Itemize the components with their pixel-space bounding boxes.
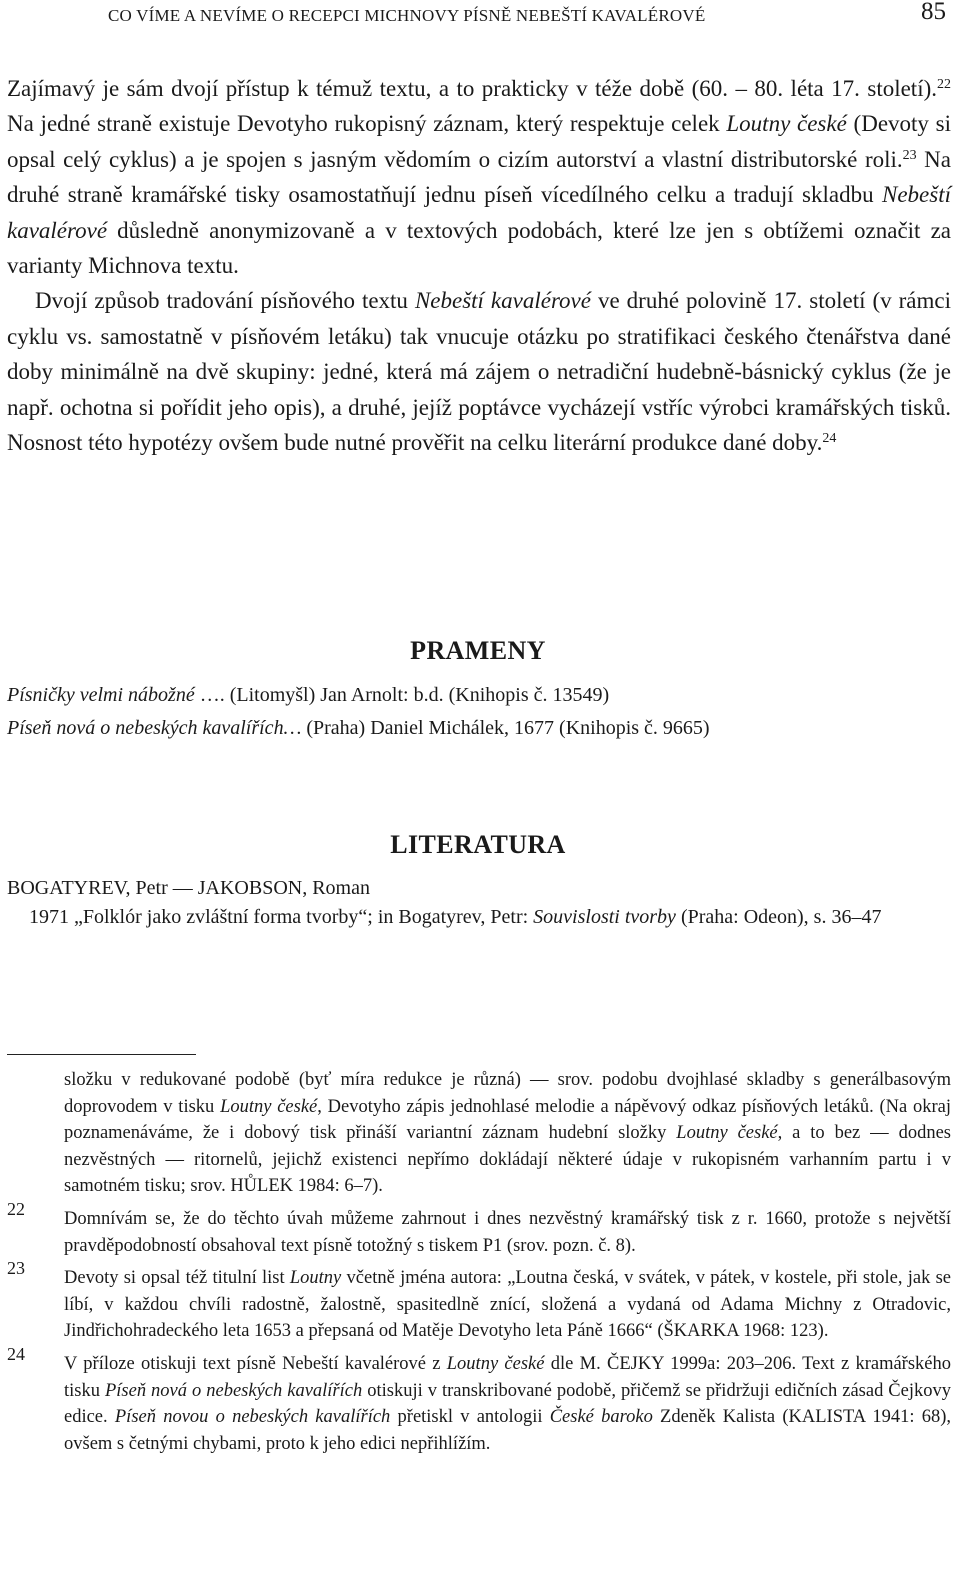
footnote-number: 22: [7, 1198, 25, 1219]
bib-author: BOGATYREV, Petr — JAKOBSON, Roman: [7, 877, 370, 899]
text-run: dle M. ČEJKY 1999a: 203–206. Text z kramářského tisku: [64, 1353, 951, 1401]
source-details: (Praha) Daniel Michálek, 1677 (Knihopis č. 9665): [301, 717, 710, 739]
text-run: důsledně anonymizovaně a v textových podobách, které lze jen s obtížemi označit za varianty Michnova textu.: [7, 217, 951, 279]
text-run: Zdeněk Kalista (KALISTA 1941: 68), ovšem s četnými chybami, proto k jeho edici nepřihlížím.: [64, 1407, 952, 1454]
source-item: [7, 679, 951, 712]
italic-title: Píseň novou o nebeských kavalířích: [114, 1407, 391, 1428]
bibliography: [7, 874, 951, 932]
italic-title: Píseň nová o nebeských kavalířích: [104, 1380, 363, 1401]
heading-prameny: PRAMENY: [410, 635, 546, 665]
text-run: (Praha: Odeon), s. 36–47: [675, 906, 882, 928]
italic-title: Loutny české: [446, 1353, 545, 1374]
text-run: ve druhé polovině 17. století (v rámci cyklu vs. samostatně v písňovém letáku) tak vnucuje otázku po stratifikaci českého čtenářstva dané doby minimálně na dvě skupiny: jedné, která má zájem o netradiční hudebně-básnický cyklus (že je např. ochotna si pořídit jeho opis), a druhé, jejíž poptávce vycházejí vstříc výrobci kramářských tisků. Nosnost této hypotézy ovšem bude nutné prověřit na celku literární produkce dané doby.: [7, 288, 951, 456]
heading-literatura: LITERATURA: [390, 829, 566, 859]
running-head: [0, 0, 960, 40]
text-run: 1971 „Folklór jako zvláštní forma tvorby“; in Bogatyrev, Petr:: [29, 906, 534, 928]
italic-title: Nebeští kavalérové: [414, 288, 591, 314]
text-run: Devoty si opsal též titulní list: [64, 1268, 290, 1289]
italic-title: Nebeští kavalérové: [7, 182, 951, 243]
text-run: složku v redukované podobě (byť míra redukce je různá) — srov. podobu dvojhlasé skladby s generálbasovým doprovodem v tisku: [64, 1070, 951, 1117]
footnote-divider: [7, 1054, 196, 1055]
footnote-23: [7, 1258, 951, 1345]
text-run: V příloze otiskuji text písně Nebeští kavalérové z: [64, 1353, 447, 1374]
source-details: …. (Litomyšl) Jan Arnolt: b.d. (Knihopis č. 13549): [194, 684, 610, 706]
footnote-continued: [7, 1067, 951, 1200]
italic-title: České baroko: [549, 1407, 653, 1428]
footnote-22: [7, 1198, 951, 1259]
running-title: CO VÍME A NEVÍME O RECEPCI MICHNOVY PÍSNĚ NEBEŠTÍ KAVALÉROVÉ: [108, 6, 706, 25]
sources-list: [7, 679, 951, 745]
footnote-ref-24[interactable]: 24: [822, 431, 837, 447]
source-title: Píseň nová o nebeských kavalířích…: [7, 717, 302, 739]
text-run: přetiskl v antologii: [390, 1407, 550, 1428]
text-run: (Devoty si opsal celý cyklus) a je spojen s jasným vědomím o cizím autorství a vlastní distributorské roli.: [7, 111, 951, 172]
bib-entry: [29, 903, 951, 932]
footnote-number: 23: [7, 1258, 25, 1279]
footnote-24: [7, 1343, 952, 1457]
text-run: Na druhé straně kramářské tisky osamostatňují jednu píseň vícedílného celku a tradují skladbu: [7, 146, 952, 208]
text-run: včetně jména autora: „Loutna česká, v svátek, v pátek, v kostele, při stole, jak se líbí, v každou chvíli radostně, žalostně, spasitedlně znící, složená a vydaná od Adama Michny z Otradovic, Jindřichohradeckého leta 1653 a přepsaná od Matěje Devotyho leta Páně 1666“ (ŠKARKA 1968: 123).: [64, 1268, 951, 1342]
footnote-number: 24: [7, 1343, 25, 1364]
source-item: [7, 712, 951, 745]
text-run: , Devotyho zápis jednohlasé melodie a nápěvový odkaz písňových letáků. (Na okraj poznamenáváme, že i dobový tisk přináší variantní záznam hudební složky: [64, 1096, 952, 1144]
source-title: Písničky velmi nábožné: [7, 684, 195, 706]
footnote-ref-23[interactable]: 23: [902, 147, 917, 163]
page-number: 85: [921, 0, 946, 25]
footnotes: [7, 1067, 951, 1463]
text-run: Zajímavý je sám dvojí přístup k témuž textu, a to prakticky v téže době (60. – 80. léta 17. století).: [7, 76, 937, 101]
text-run: otiskuji v transkribované podobě, přičemž se přidržuji edičních zásad Čejkovy edice.: [64, 1380, 951, 1428]
footnote-ref-22[interactable]: 22: [937, 77, 951, 92]
text-run: Domnívám se, že do těchto úvah můžeme zahrnout i dnes nezvěstný kramářský tisk z r. 1660, protože s největší pravděpodobností obsahoval text písně totožný s tiskem P1 (srov. pozn. č. 8).: [64, 1208, 951, 1256]
text-run: Dvojí způsob tradování písňového textu: [35, 288, 415, 314]
italic-title: Loutny české: [220, 1096, 318, 1117]
italic-title: Loutny: [289, 1268, 342, 1289]
paragraph-1: [7, 71, 951, 283]
italic-title: Souvislosti tvorby: [533, 906, 676, 928]
italic-title: Loutny české: [676, 1123, 778, 1144]
text-run: Na jedné straně existuje Devotyho rukopisný záznam, který respektuje celek: [7, 111, 727, 137]
italic-title: Loutny české: [726, 111, 847, 137]
paragraph-2: [7, 283, 951, 460]
body-text: [7, 71, 951, 460]
text-run: , a to bez — dodnes nezvěstných — ritornelů, jejichž existenci nepřímo dokládají některé údaje v rukopisném varhanním partu i v samotném tisku; srov. HŮLEK 1984: 6–7).: [64, 1123, 951, 1197]
